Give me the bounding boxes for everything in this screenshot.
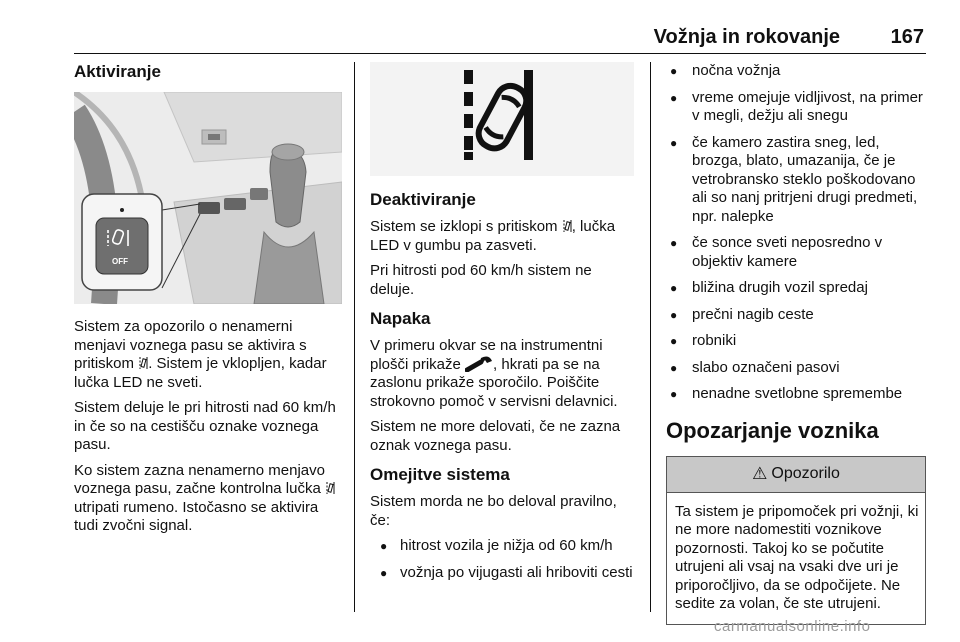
lane-departure-icon <box>370 62 634 176</box>
warning-body <box>667 493 925 624</box>
paragraph-fault-2: Sistem ne more delovati, če ne zazna oznak voznega pasu. <box>370 418 621 454</box>
heading-driver-warning: Opozarjanje voznika <box>666 417 879 443</box>
column-divider <box>650 62 651 612</box>
heading-activation: Aktiviranje <box>74 62 161 81</box>
column-divider <box>354 62 355 612</box>
list-item: ● prečni nagib ceste <box>666 306 926 325</box>
lane-assist-button-icon <box>138 357 148 369</box>
limits-list-continued <box>666 62 926 404</box>
warning-header <box>667 457 925 493</box>
paragraph-activation-1: Sistem za opozorilo o nenamerni menjavi voznega pasu se aktivira s pritiskom . Sistem je vklopljen, kadar lučka LED ne sveti. <box>74 318 327 391</box>
list-item: ● vožnja po vijugasti ali hriboviti cesti <box>370 564 634 583</box>
paragraph-deactivation-1: Sistem se izklopi s pritiskom , lučka LED v gumbu pa zasveti. <box>370 218 616 254</box>
warning-text: Ta sistem je pripomoček pri vožnji, ki ne more nadomestiti voznikove pozornosti. Takoj ko se počutite utrujeni ali vsaj na vsaki dve uri je priporočljivo, da se odpočijete. Ne sedite za volan, če ste utrujeni. <box>675 502 919 612</box>
list-item: ● robniki <box>666 332 926 351</box>
lane-departure-symbol <box>370 62 634 176</box>
list-item: ● če kamero zastira sneg, led, brozga, blato, umazanija, če je vetrobransko steklo poškodovano ali so nanj pritrjeni drugi predmeti, npr. nalepke <box>666 134 926 227</box>
watermark: carmanualsonline.info <box>714 618 871 635</box>
list-item: ● nenadne svetlobne spremembe <box>666 385 926 404</box>
chapter-title: Vožnja in rokovanje <box>653 26 840 48</box>
off-label: OFF <box>112 257 128 266</box>
wrench-icon <box>465 356 493 372</box>
lane-assist-button-icon <box>562 220 572 232</box>
heading-fault: Napaka <box>370 309 431 328</box>
heading-deactivation: Deaktiviranje <box>370 190 476 209</box>
heading-system-limits: Omejitve sistema <box>370 465 510 484</box>
paragraph-activation-3: Ko sistem zazna nenamerno menjavo voznega pasu, začne kontrolna lučka utripati rumeno. Istočasno se aktivira tudi zvočni signal. <box>74 462 342 536</box>
paragraph-fault-1: V primeru okvar se na instrumentni plošči prikaže , hkrati pa se na zaslonu prikaže sporočilo. Poiščite strokovno pomoč v servisni delavnici. <box>370 337 618 410</box>
console-button-photo <box>74 92 342 304</box>
list-item: ● če sonce sveti neposredno v objektiv kamere <box>666 234 926 271</box>
column-1 <box>74 62 342 543</box>
paragraph-activation-2: Sistem deluje le pri hitrosti nad 60 km/h in če so na cestišču oznake voznega pasu. <box>74 399 336 453</box>
paragraph-limits: Sistem morda ne bo deloval pravilno, če: <box>370 493 617 529</box>
console-illustration <box>74 92 342 304</box>
paragraph-deactivation-2: Pri hitrosti pod 60 km/h sistem ne deluje. <box>370 262 592 298</box>
warning-box <box>666 456 926 625</box>
page-number: 167 <box>890 26 924 48</box>
list-item: ● slabo označeni pasovi <box>666 359 926 378</box>
page-header <box>74 26 926 52</box>
column-3 <box>666 62 926 625</box>
list-item: ● bližina drugih vozil spredaj <box>666 279 926 298</box>
warning-triangle-icon: ⚠ <box>752 464 768 483</box>
lane-warning-lamp-icon <box>325 482 335 494</box>
list-item: ● vreme omejuje vidljivost, na primer v megli, dežju ali snegu <box>666 89 926 126</box>
limits-list <box>370 537 634 582</box>
list-item: ● hitrost vozila je nižja od 60 km/h <box>370 537 634 556</box>
header-rule <box>74 53 926 54</box>
column-2 <box>370 62 634 590</box>
list-item: ● nočna vožnja <box>666 62 926 81</box>
warning-label: Opozorilo <box>771 465 840 482</box>
